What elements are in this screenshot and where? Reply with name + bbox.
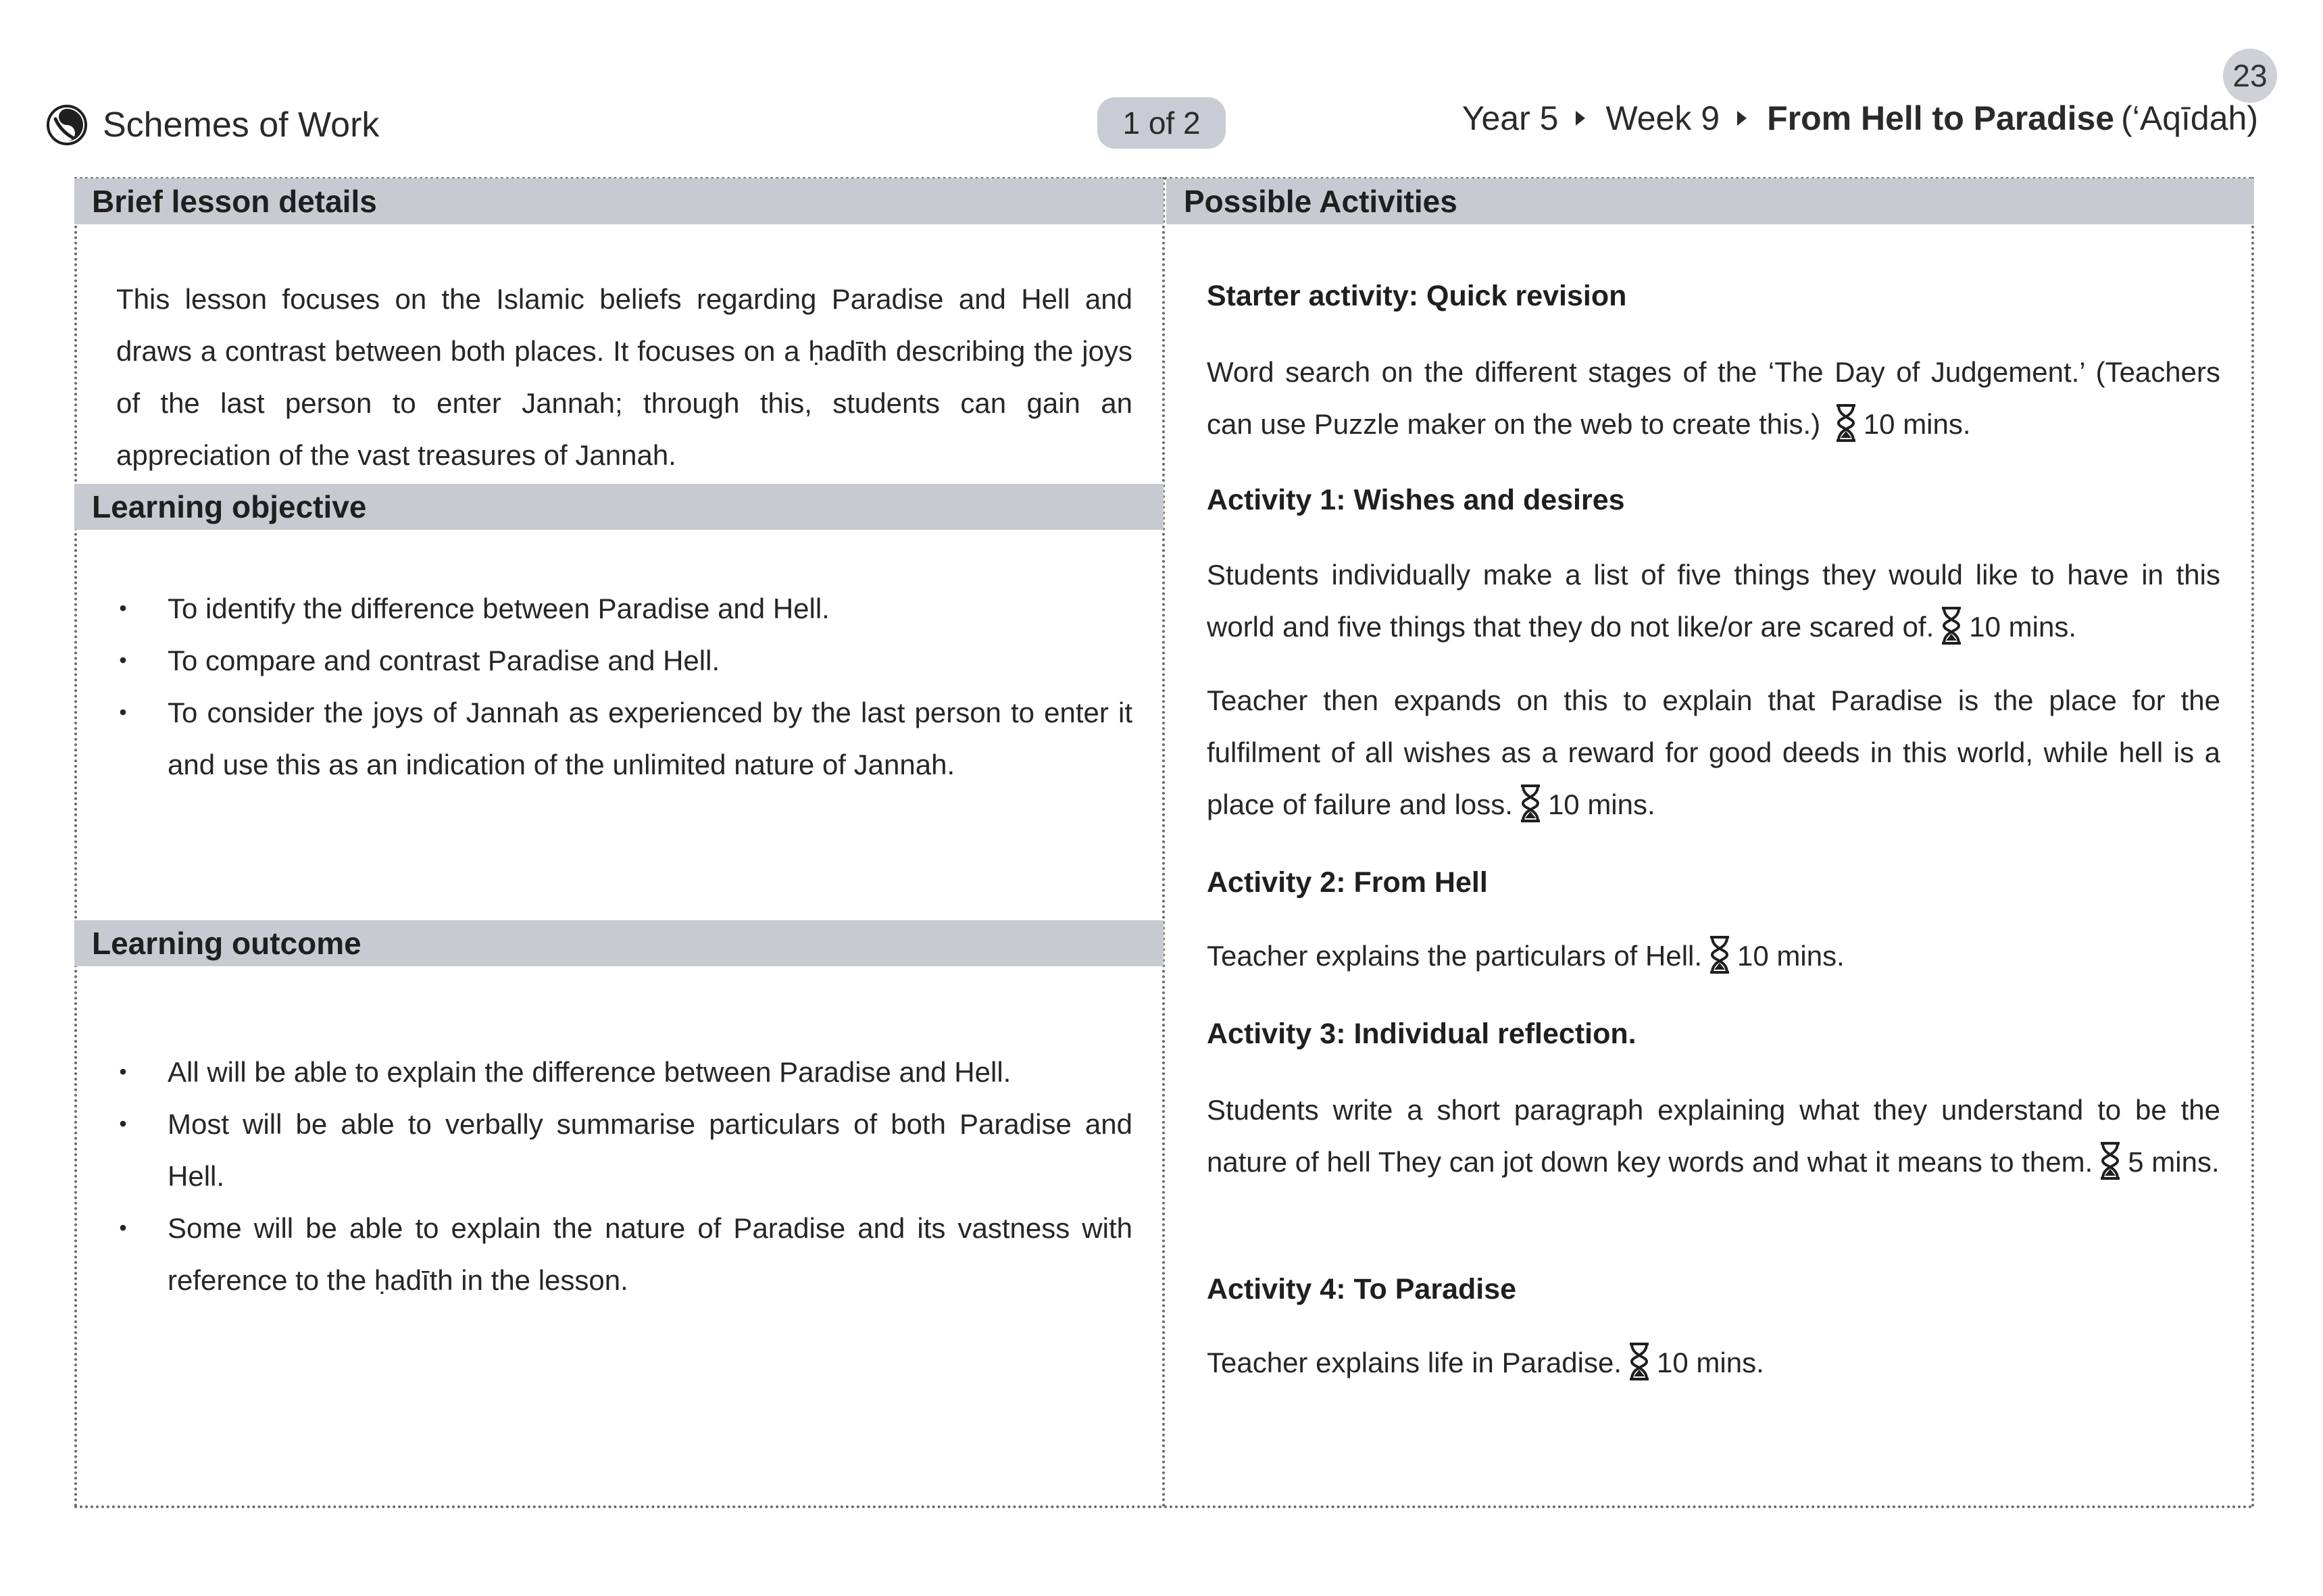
column-divider [1162,177,1165,1508]
list-item: • To compare and contrast Paradise and Hell. [116,634,1132,687]
activity-2-title: Activity 2: From Hell [1207,866,1488,899]
bullet-icon: • [119,1216,127,1240]
brand [46,101,379,149]
breadcrumb [1462,95,2258,142]
starter-activity-text: Word search on the different stages of the ‘The Day of Judgement.’ (Teachers can use Puzzle maker on the web to create this.) 10 mins. [1207,346,2220,450]
bullet-icon: • [119,648,127,672]
activity-1-followup-text: Teacher then expands on this to explain that Paradise is the place for the fulfilment of all wishes as a reward for good deeds in this world, while hell is a place of failure and loss. 10 mins. [1207,674,2220,830]
brief-lesson-heading: Brief lesson details [74,178,1164,224]
activity-1-text: Students individually make a list of five things they would like to have in this world and five things that they do not like/or are scared of. 10 mins. [1207,549,2220,653]
hourglass-icon [1832,403,1859,443]
list-item: • Some will be able to explain the nature of Paradise and its vastness with reference to the ḥadīth in the lesson. [116,1202,1132,1306]
breadcrumb-week: Week 9 [1605,99,1720,137]
bullet-icon: • [119,700,127,724]
activity-4-title: Activity 4: To Paradise [1207,1273,1517,1305]
learning-objective-heading: Learning objective [74,484,1164,530]
hourglass-icon [1706,934,1733,975]
hourglass-icon [1938,605,1965,646]
activity-1-title: Activity 1: Wishes and desires [1207,484,1625,516]
learning-outcome-list [116,1046,1132,1306]
breadcrumb-topic: From Hell to Paradise [1767,99,2115,137]
caret-right-icon [1576,111,1585,126]
breadcrumb-year: Year 5 [1462,99,1559,137]
activity-4-text: Teacher explains life in Paradise. 10 mins. [1207,1337,2220,1389]
page-number: 23 [2223,49,2277,103]
learning-objective-list [116,582,1132,791]
list-item: • To identify the difference between Paradise and Hell. [116,582,1132,634]
starter-activity-title: Starter activity: Quick revision [1207,280,1627,312]
list-item: • All will be able to explain the difference between Paradise and Hell. [116,1046,1132,1098]
breadcrumb-subject: (‘Aqīdah) [2121,99,2258,137]
learning-outcome-heading: Learning outcome [74,920,1164,966]
list-item: • Most will be able to verbally summarise particulars of both Paradise and Hell. [116,1098,1132,1202]
page-indicator-badge: 1 of 2 [1097,97,1226,149]
bullet-icon: • [119,1059,127,1084]
bullet-icon: • [119,1112,127,1136]
list-item: • To consider the joys of Jannah as experienced by the last person to enter it and use this as an indication of the unlimited nature of Jannah. [116,687,1132,791]
caret-right-icon [1737,111,1747,126]
activity-2-text: Teacher explains the particulars of Hell. 10 mins. [1207,930,2220,982]
schemes-logo-icon [46,104,88,146]
brief-lesson-text: This lesson focuses on the Islamic beliefs regarding Paradise and Hell and draws a contrast between both places. It focuses on a ḥadīth describing the joys of the last person to enter Jannah; through this, students can gain an appreciation of the vast treasures of Jannah. [116,283,1132,471]
bullet-icon: • [119,596,127,620]
possible-activities-heading: Possible Activities [1166,178,2254,224]
hourglass-icon [1517,783,1544,824]
hourglass-icon [2097,1141,2124,1181]
brand-name: Schemes of Work [103,105,380,145]
activity-3-text: Students write a short paragraph explaining what they understand to be the nature of hell They can jot down key words and what it means to them. 5 mins. [1207,1084,2220,1188]
hourglass-icon [1626,1341,1653,1382]
activity-3-title: Activity 3: Individual reflection. [1207,1018,1637,1050]
